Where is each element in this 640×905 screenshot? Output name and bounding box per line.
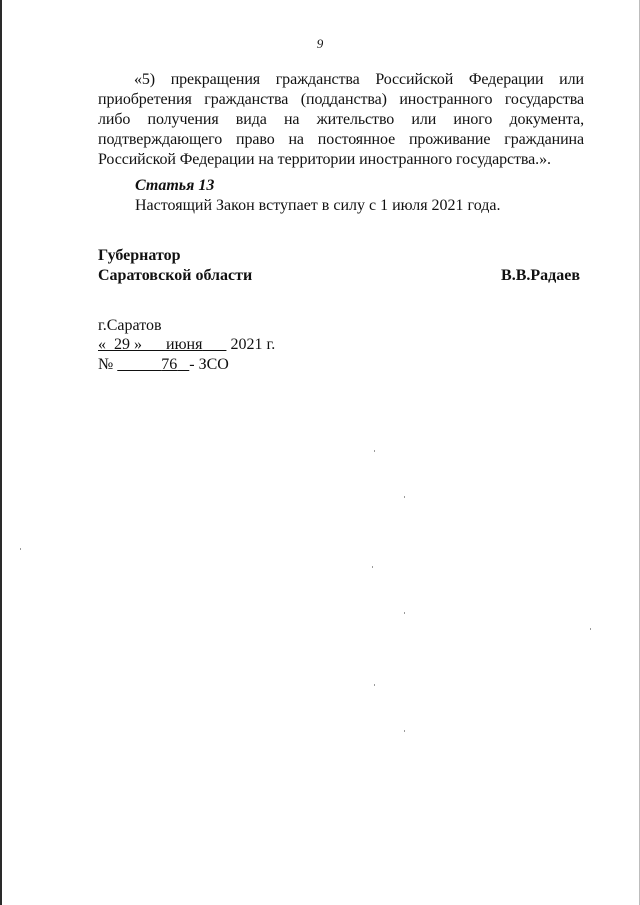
signing-date	[98, 335, 275, 355]
article-heading: Статья 13	[135, 177, 215, 194]
date-open-quote: «	[98, 336, 106, 353]
amendment-paragraph: «5) прекращения гражданства Российской Федерации или приобретения гражданства (подданства) иностранного государства либо получения вида на жительство или иного документа, подтверждающего право на постоянное проживание гражданина Российской Федерации на территории иностранного государства.».	[98, 71, 584, 168]
scan-speck	[20, 548, 21, 550]
signatory-title: Губернатор	[98, 247, 181, 264]
scan-speck	[590, 628, 591, 630]
signatory-name: В.В.Радаев	[501, 267, 580, 284]
date-month: июня	[166, 336, 203, 353]
date-day: 29	[114, 336, 130, 353]
date-year: 2021 г.	[230, 336, 276, 353]
scan-speck	[404, 612, 405, 614]
number-value: 76	[161, 356, 178, 373]
scan-speck	[372, 566, 373, 568]
page-number: 9	[316, 36, 324, 51]
scan-speck	[374, 450, 375, 452]
law-number	[98, 355, 229, 375]
scan-speck	[374, 684, 375, 686]
signatory-region: Саратовской области	[98, 267, 253, 284]
scan-left-edge	[0, 0, 2, 905]
scan-speck	[404, 496, 405, 498]
number-sign: №	[98, 356, 114, 373]
date-close-quote: »	[134, 336, 142, 353]
scan-speck	[404, 730, 405, 732]
place-of-signing: г.Саратов	[98, 317, 162, 334]
number-suffix: - ЗСО	[189, 356, 229, 373]
article-text: Настоящий Закон вступает в силу с 1 июля 2021 года.	[135, 197, 501, 214]
